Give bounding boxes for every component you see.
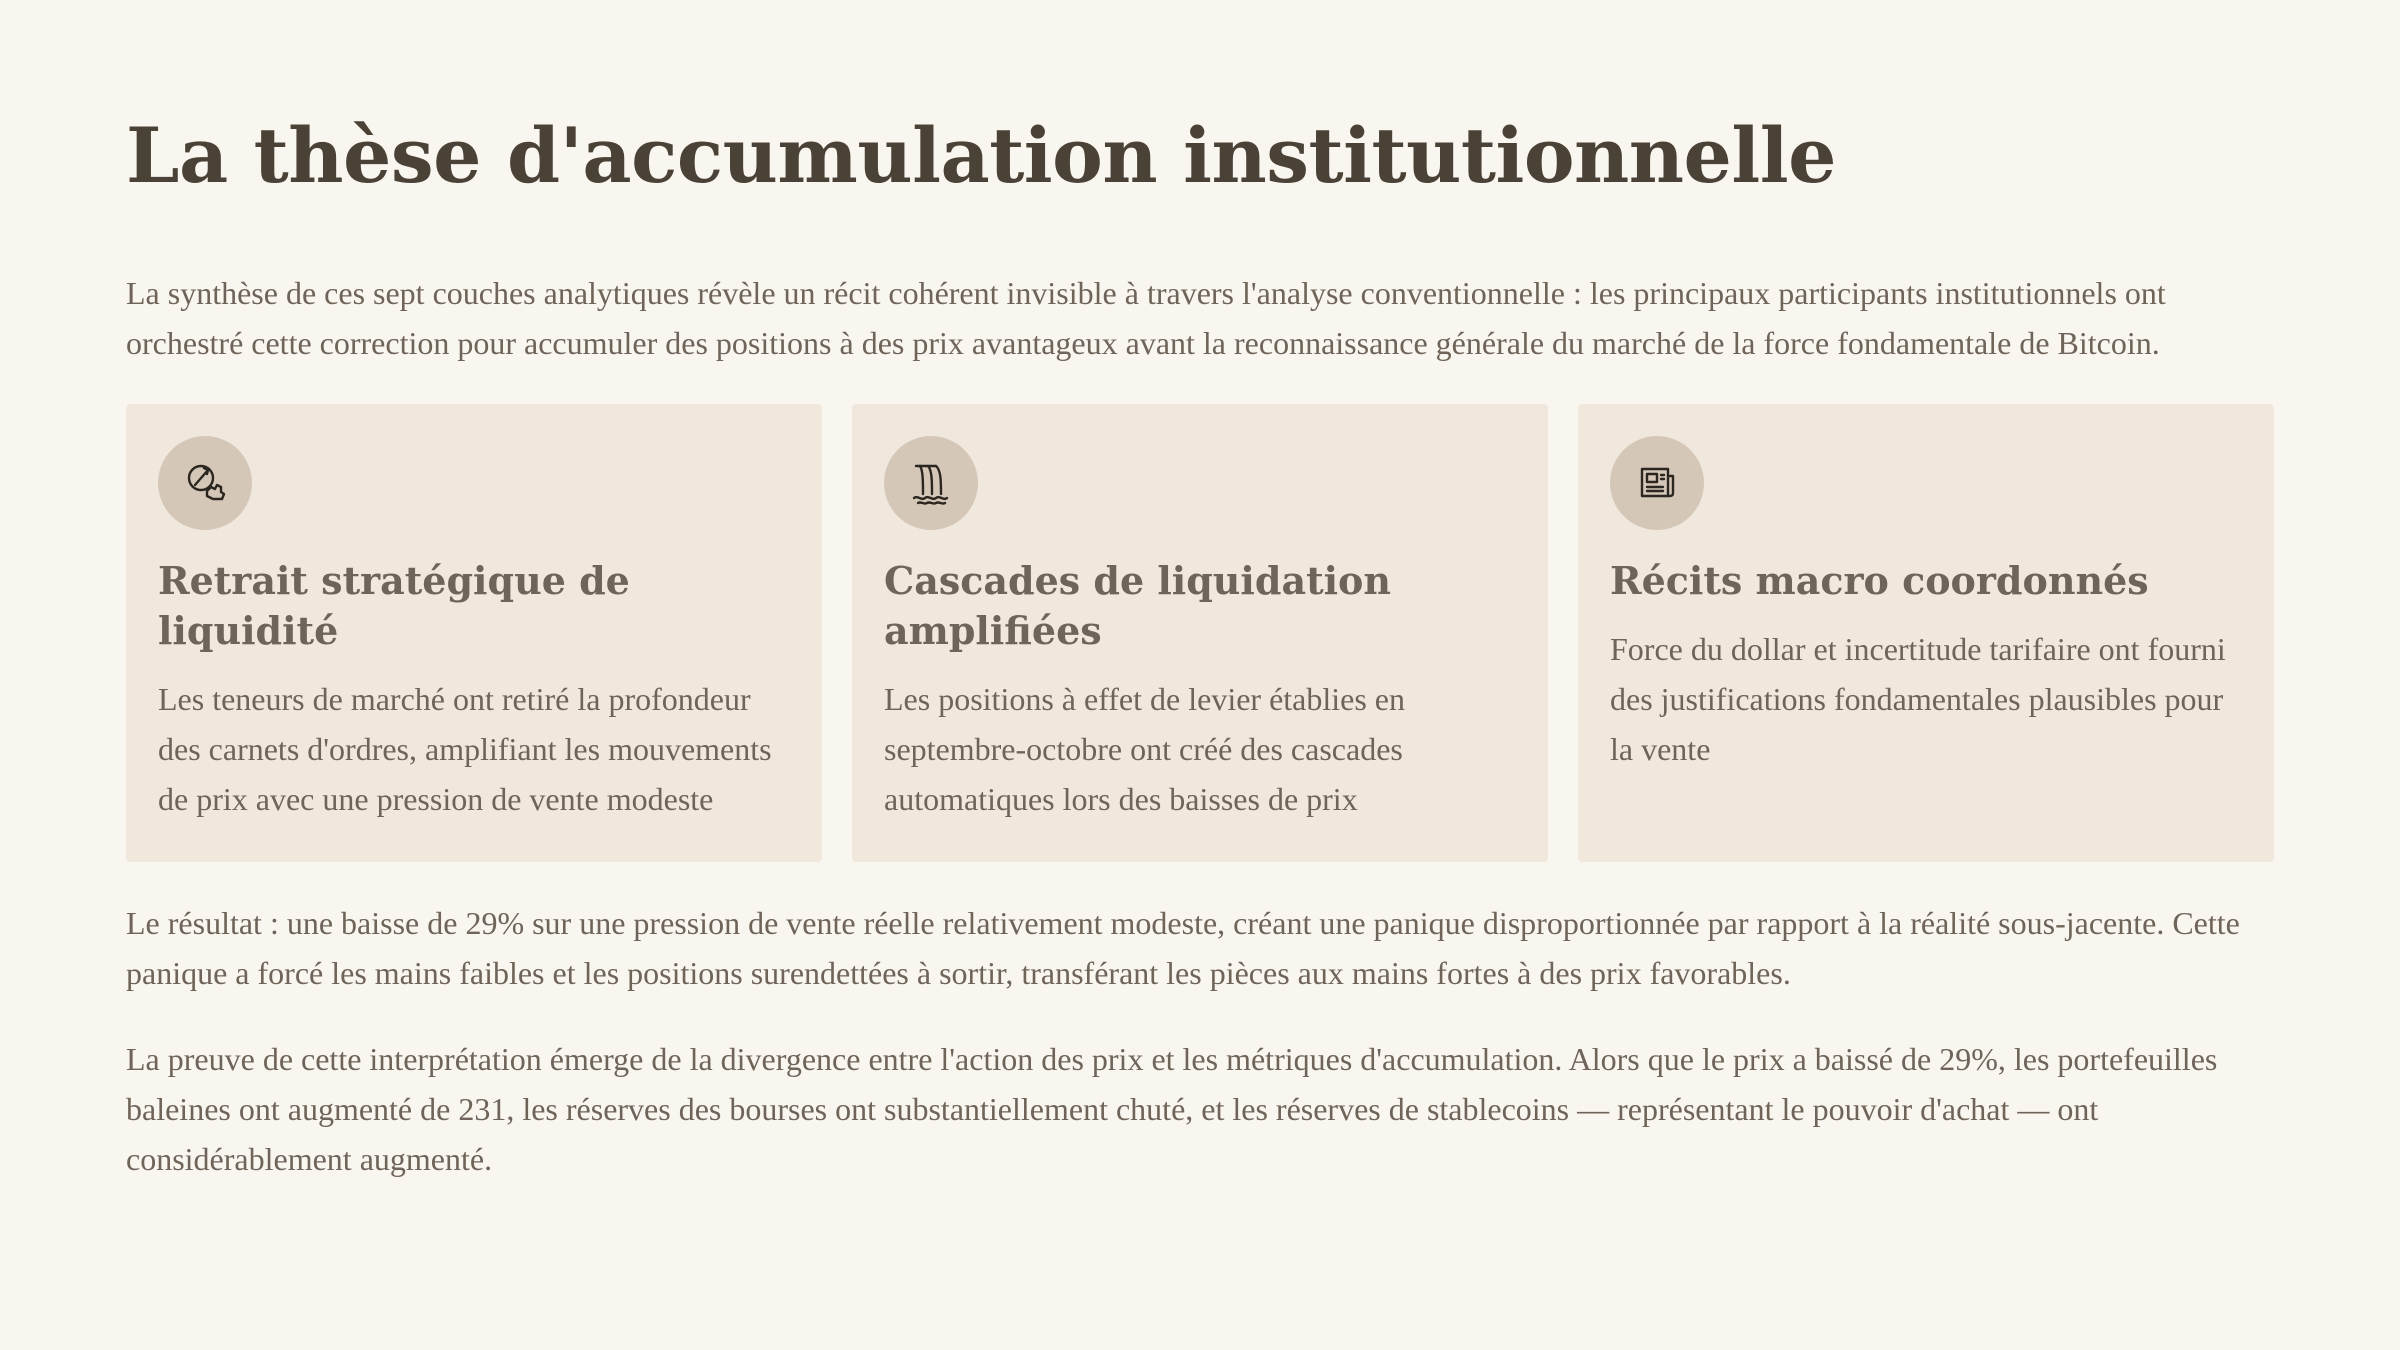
cards-row [126,404,2274,862]
card-icon-badge [1610,436,1704,530]
card-icon-badge [884,436,978,530]
card-liquidity-withdrawal [126,404,822,862]
evidence-paragraph: La preuve de cette interprétation émerge de la divergence entre l'action des prix et les métriques d'accumulation. Alors que le prix a baissé de 29%, les portefeuilles baleines ont augmenté de 231, les réserves des bourses ont substantiellement chuté, et les réserves de stablecoins — représentant le pouvoir d'achat — ont considérablement augmenté. [126,1041,2218,1177]
card-macro-narratives [1578,404,2274,862]
card-icon-badge [158,436,252,530]
hand-coin-icon [180,458,230,508]
intro-paragraph: La synthèse de ces sept couches analytiques révèle un récit cohérent invisible à travers l'analyse conventionnelle : les principaux participants institutionnels ont orchestré cette correction pour accumuler des positions à des prix avantageux avant la reconnaissance générale du marché de la force fondamentale de Bitcoin. [126,275,2166,361]
newspaper-icon [1632,458,1682,508]
card-title: Récits macro coordonnés [1610,558,2149,603]
card-title: Cascades de liquidation amplifiées [884,558,1392,653]
card-title: Retrait stratégique de liquidité [158,558,630,653]
waterfall-icon [906,458,956,508]
card-liquidation-cascades [852,404,1548,862]
card-description: Les positions à effet de levier établies en septembre-octobre ont créé des cascades automatiques lors des baisses de prix [884,681,1405,817]
card-description: Force du dollar et incertitude tarifaire ont fourni des justifications fondamentales plausibles pour la vente [1610,631,2226,767]
result-paragraph: Le résultat : une baisse de 29% sur une pression de vente réelle relativement modeste, créant une panique disproportionnée par rapport à la réalité sous-jacente. Cette panique a forcé les mains faibles et les positions surendettées à sortir, transférant les pièces aux mains fortes à des prix favorables. [126,905,2240,991]
page-title: La thèse d'accumulation institutionnelle [126,111,1836,200]
card-description: Les teneurs de marché ont retiré la profondeur des carnets d'ordres, amplifiant les mouvements de prix avec une pression de vente modeste [158,681,772,817]
